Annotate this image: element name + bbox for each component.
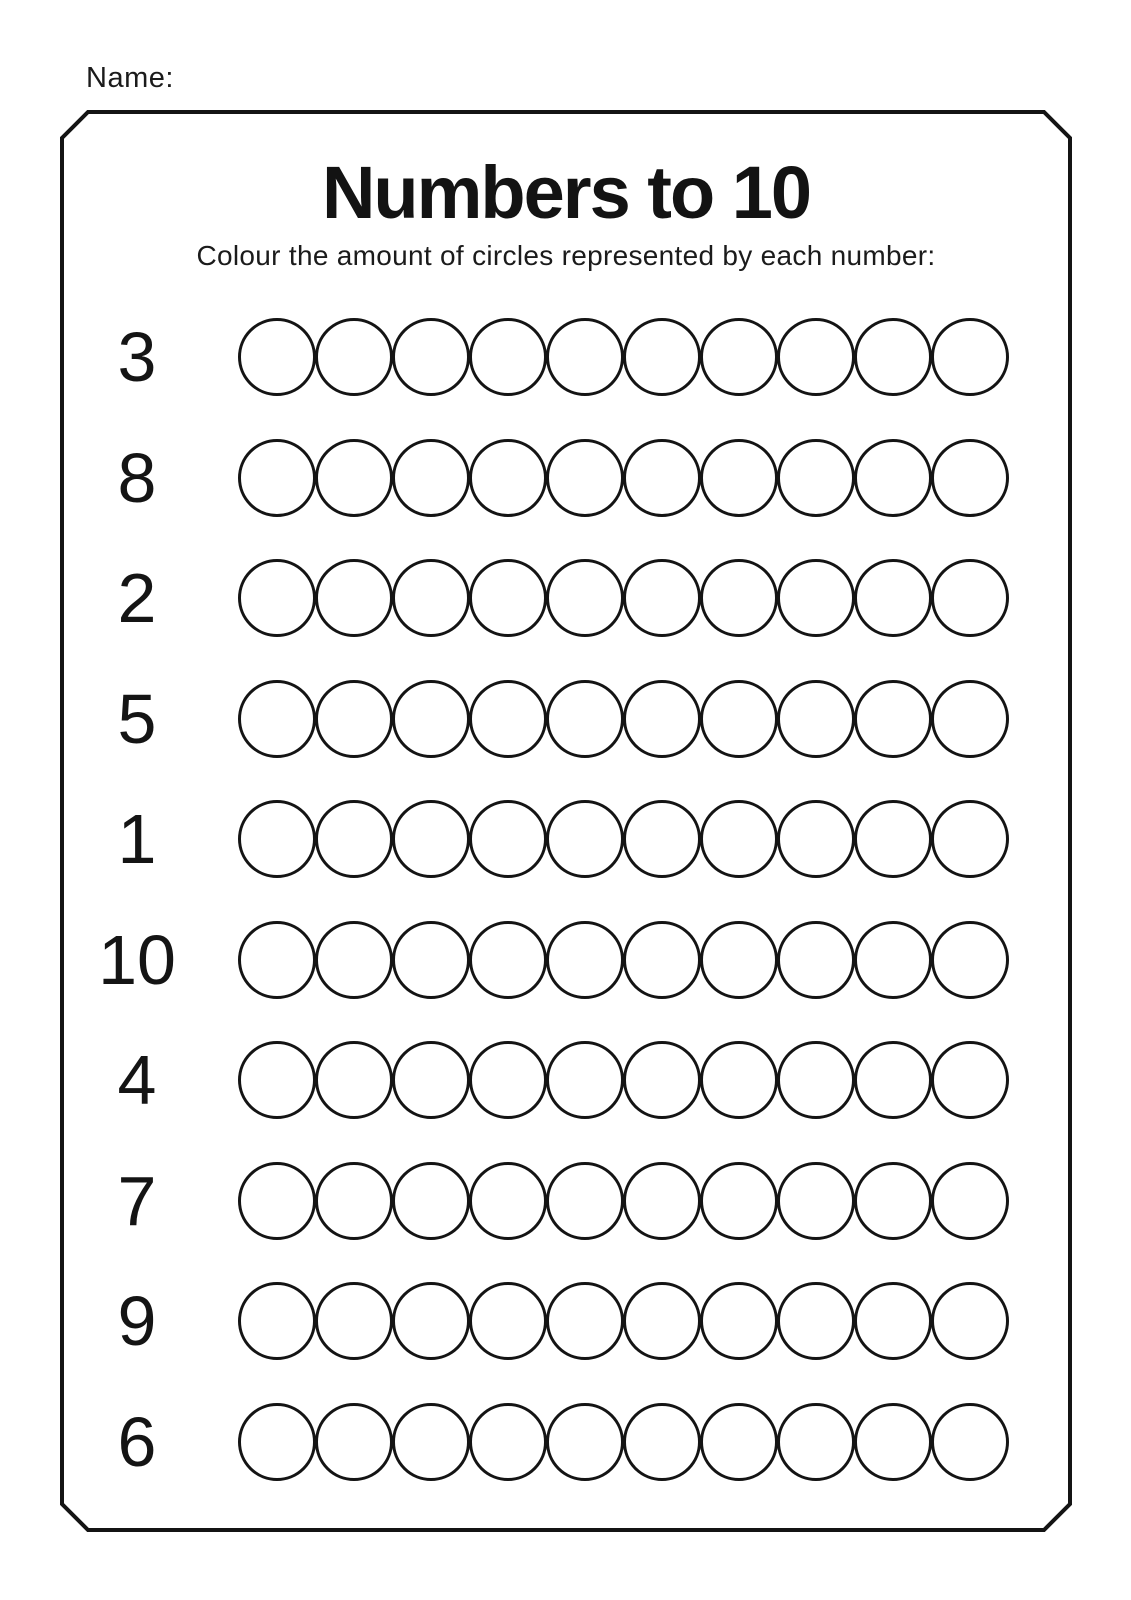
colour-circle[interactable] bbox=[777, 1282, 855, 1360]
colour-circle[interactable] bbox=[700, 318, 778, 396]
row-number: 6 bbox=[117, 1402, 157, 1481]
colour-circle[interactable] bbox=[623, 921, 701, 999]
row-number: 2 bbox=[117, 559, 157, 638]
colour-circle[interactable] bbox=[777, 1403, 855, 1481]
colour-circle[interactable] bbox=[238, 318, 316, 396]
colour-circle[interactable] bbox=[238, 1041, 316, 1119]
colour-circle[interactable] bbox=[777, 680, 855, 758]
colour-circle[interactable] bbox=[469, 439, 547, 517]
colour-circle[interactable] bbox=[777, 1162, 855, 1240]
colour-circle[interactable] bbox=[854, 439, 932, 517]
colour-circle[interactable] bbox=[315, 439, 393, 517]
worksheet-row bbox=[62, 538, 1070, 659]
colour-circle[interactable] bbox=[623, 559, 701, 637]
colour-circle[interactable] bbox=[392, 921, 470, 999]
worksheet-row bbox=[62, 779, 1070, 900]
colour-circle[interactable] bbox=[700, 1162, 778, 1240]
row-circles bbox=[238, 1403, 1009, 1481]
row-number: 4 bbox=[117, 1041, 157, 1120]
row-circles bbox=[238, 559, 1009, 637]
colour-circle[interactable] bbox=[469, 318, 547, 396]
colour-circle[interactable] bbox=[469, 1041, 547, 1119]
worksheet-title: Numbers to 10 bbox=[321, 151, 811, 234]
colour-circle[interactable] bbox=[392, 1282, 470, 1360]
colour-circle[interactable] bbox=[238, 921, 316, 999]
row-circles bbox=[238, 1282, 1009, 1360]
colour-circle[interactable] bbox=[854, 1403, 932, 1481]
colour-circle[interactable] bbox=[469, 559, 547, 637]
colour-circle[interactable] bbox=[238, 680, 316, 758]
colour-circle[interactable] bbox=[777, 921, 855, 999]
colour-circle[interactable] bbox=[315, 800, 393, 878]
worksheet-row bbox=[62, 1141, 1070, 1262]
row-number: 8 bbox=[117, 438, 157, 517]
colour-circle[interactable] bbox=[315, 921, 393, 999]
colour-circle[interactable] bbox=[777, 800, 855, 878]
colour-circle[interactable] bbox=[546, 1282, 624, 1360]
worksheet-row bbox=[62, 418, 1070, 539]
worksheet-row bbox=[62, 900, 1070, 1021]
row-number: 7 bbox=[117, 1161, 157, 1240]
colour-circle[interactable] bbox=[469, 921, 547, 999]
colour-circle[interactable] bbox=[700, 439, 778, 517]
colour-circle[interactable] bbox=[931, 800, 1009, 878]
colour-circle[interactable] bbox=[546, 1403, 624, 1481]
row-number: 5 bbox=[117, 679, 157, 758]
colour-circle[interactable] bbox=[854, 680, 932, 758]
colour-circle[interactable] bbox=[623, 680, 701, 758]
colour-circle[interactable] bbox=[854, 559, 932, 637]
colour-circle[interactable] bbox=[777, 1041, 855, 1119]
worksheet-rows bbox=[62, 297, 1070, 1502]
colour-circle[interactable] bbox=[623, 1162, 701, 1240]
colour-circle[interactable] bbox=[315, 1041, 393, 1119]
colour-circle[interactable] bbox=[854, 1041, 932, 1119]
colour-circle[interactable] bbox=[777, 318, 855, 396]
colour-circle[interactable] bbox=[546, 439, 624, 517]
row-number: 1 bbox=[117, 800, 157, 879]
colour-circle[interactable] bbox=[315, 559, 393, 637]
colour-circle[interactable] bbox=[700, 1403, 778, 1481]
colour-circle[interactable] bbox=[854, 921, 932, 999]
worksheet-row bbox=[62, 1261, 1070, 1382]
colour-circle[interactable] bbox=[931, 921, 1009, 999]
colour-circle[interactable] bbox=[392, 1403, 470, 1481]
colour-circle[interactable] bbox=[238, 1162, 316, 1240]
colour-circle[interactable] bbox=[854, 1282, 932, 1360]
worksheet-instruction: Colour the amount of circles represented by each number: bbox=[196, 240, 936, 271]
colour-circle[interactable] bbox=[238, 559, 316, 637]
colour-circle[interactable] bbox=[546, 1041, 624, 1119]
colour-circle[interactable] bbox=[854, 1162, 932, 1240]
colour-circle[interactable] bbox=[931, 559, 1009, 637]
row-circles bbox=[238, 921, 1009, 999]
row-circles bbox=[238, 1162, 1009, 1240]
colour-circle[interactable] bbox=[238, 800, 316, 878]
colour-circle[interactable] bbox=[469, 1282, 547, 1360]
colour-circle[interactable] bbox=[931, 1041, 1009, 1119]
row-circles bbox=[238, 1041, 1009, 1119]
colour-circle[interactable] bbox=[931, 680, 1009, 758]
colour-circle[interactable] bbox=[315, 1282, 393, 1360]
row-number: 9 bbox=[117, 1282, 157, 1361]
colour-circle[interactable] bbox=[931, 1282, 1009, 1360]
colour-circle[interactable] bbox=[546, 800, 624, 878]
row-circles bbox=[238, 800, 1009, 878]
colour-circle[interactable] bbox=[315, 680, 393, 758]
colour-circle[interactable] bbox=[392, 800, 470, 878]
colour-circle[interactable] bbox=[623, 800, 701, 878]
worksheet-row bbox=[62, 1382, 1070, 1503]
colour-circle[interactable] bbox=[315, 1162, 393, 1240]
colour-circle[interactable] bbox=[700, 1041, 778, 1119]
row-number: 10 bbox=[98, 920, 176, 999]
colour-circle[interactable] bbox=[238, 439, 316, 517]
colour-circle[interactable] bbox=[700, 680, 778, 758]
row-circles bbox=[238, 318, 1009, 396]
colour-circle[interactable] bbox=[392, 318, 470, 396]
worksheet-row bbox=[62, 659, 1070, 780]
name-label: Name: bbox=[86, 62, 174, 94]
colour-circle[interactable] bbox=[700, 1282, 778, 1360]
colour-circle[interactable] bbox=[931, 439, 1009, 517]
colour-circle[interactable] bbox=[238, 1282, 316, 1360]
colour-circle[interactable] bbox=[469, 680, 547, 758]
colour-circle[interactable] bbox=[623, 439, 701, 517]
colour-circle[interactable] bbox=[854, 800, 932, 878]
colour-circle[interactable] bbox=[546, 559, 624, 637]
colour-circle[interactable] bbox=[623, 1403, 701, 1481]
row-circles bbox=[238, 680, 1009, 758]
colour-circle[interactable] bbox=[700, 559, 778, 637]
colour-circle[interactable] bbox=[469, 800, 547, 878]
colour-circle[interactable] bbox=[469, 1403, 547, 1481]
colour-circle[interactable] bbox=[546, 318, 624, 396]
colour-circle[interactable] bbox=[623, 1282, 701, 1360]
colour-circle[interactable] bbox=[931, 318, 1009, 396]
colour-circle[interactable] bbox=[931, 1403, 1009, 1481]
worksheet-row bbox=[62, 1020, 1070, 1141]
colour-circle[interactable] bbox=[469, 1162, 547, 1240]
worksheet-row bbox=[62, 297, 1070, 418]
colour-circle[interactable] bbox=[392, 1041, 470, 1119]
colour-circle[interactable] bbox=[546, 921, 624, 999]
colour-circle[interactable] bbox=[392, 559, 470, 637]
colour-circle[interactable] bbox=[700, 921, 778, 999]
colour-circle[interactable] bbox=[546, 680, 624, 758]
colour-circle[interactable] bbox=[931, 1162, 1009, 1240]
colour-circle[interactable] bbox=[238, 1403, 316, 1481]
row-circles bbox=[238, 439, 1009, 517]
colour-circle[interactable] bbox=[700, 800, 778, 878]
colour-circle[interactable] bbox=[777, 439, 855, 517]
colour-circle[interactable] bbox=[392, 680, 470, 758]
colour-circle[interactable] bbox=[777, 559, 855, 637]
colour-circle[interactable] bbox=[315, 1403, 393, 1481]
colour-circle[interactable] bbox=[623, 1041, 701, 1119]
colour-circle[interactable] bbox=[392, 1162, 470, 1240]
colour-circle[interactable] bbox=[546, 1162, 624, 1240]
colour-circle[interactable] bbox=[623, 318, 701, 396]
row-number: 3 bbox=[117, 318, 157, 397]
colour-circle[interactable] bbox=[315, 318, 393, 396]
colour-circle[interactable] bbox=[854, 318, 932, 396]
colour-circle[interactable] bbox=[392, 439, 470, 517]
